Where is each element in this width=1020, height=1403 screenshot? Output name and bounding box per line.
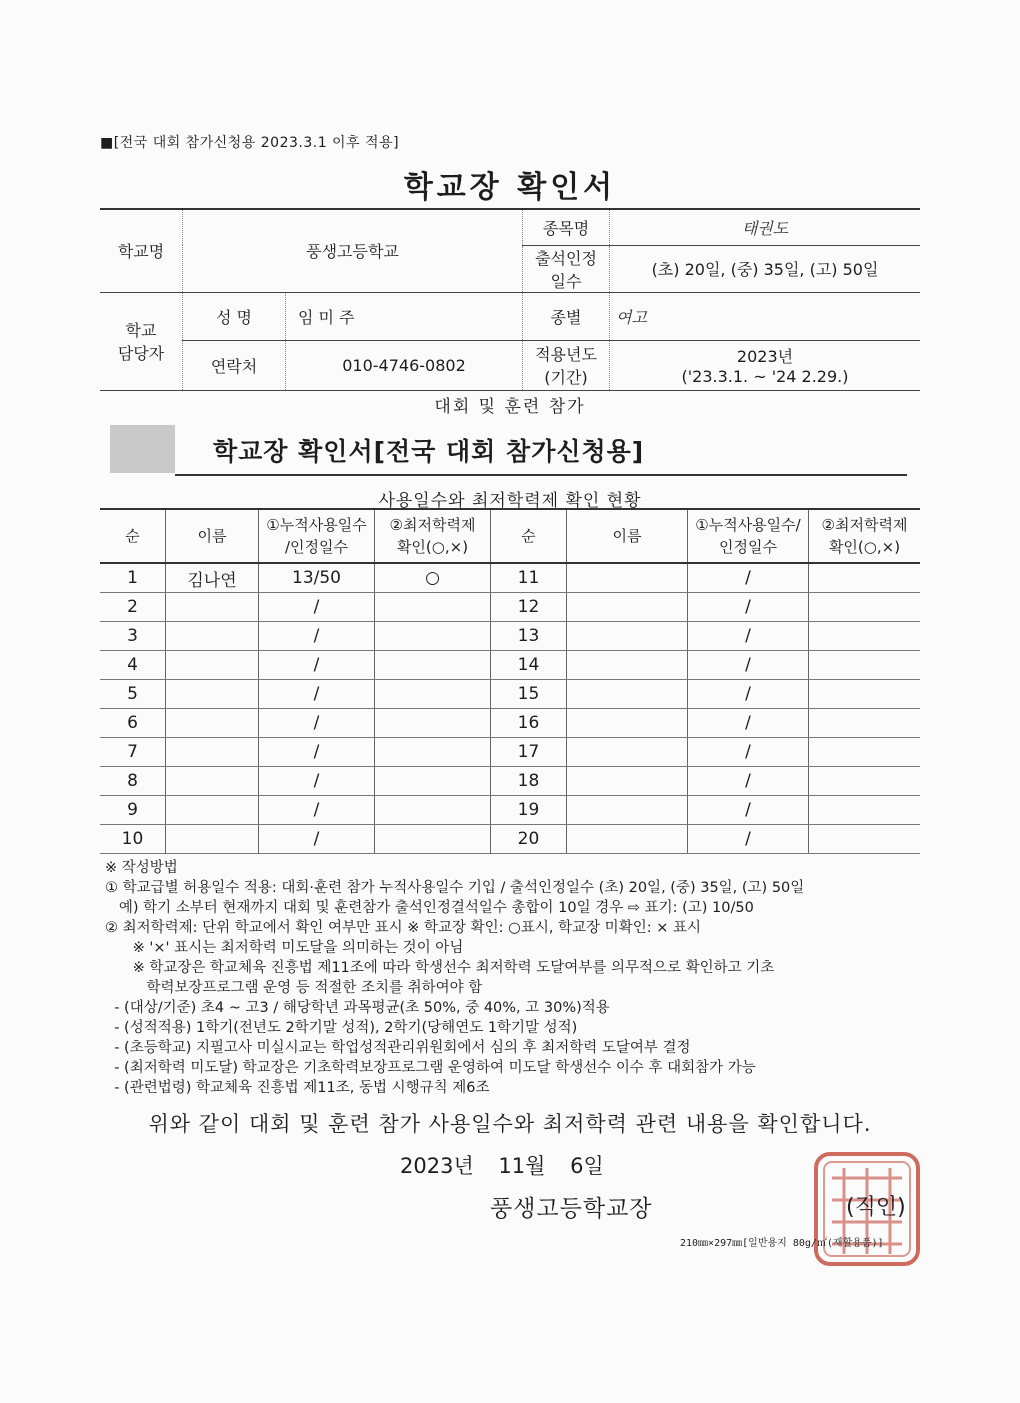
- row-days-right: /: [688, 825, 809, 854]
- row-days-left: /: [259, 825, 375, 854]
- row-days-right: /: [688, 738, 809, 767]
- row-name-left: [166, 709, 259, 738]
- row-acad-right: [809, 651, 921, 680]
- row-name-right: [567, 767, 688, 796]
- instruction-line: - (대상/기준) 초4 ~ 고3 / 해당학년 과목평균(초 50%, 중 40%, 고 30%)적용: [105, 1000, 610, 1016]
- row-acad-left: [375, 622, 491, 651]
- row-seq-left: 3: [100, 622, 166, 651]
- row-seq-right: 17: [491, 738, 567, 767]
- header-acad-right: ②최저학력제 확인(○,×): [809, 509, 921, 563]
- instruction-line: ※ 학교장은 학교체육 진흥법 제11조에 따라 학생선수 최저학력 도달여부를 의무적으로 확인하고 기초: [105, 960, 775, 976]
- row-days-right: /: [688, 651, 809, 680]
- instruction-line: 학력보장프로그램 운영 등 적절한 조치를 취하여야 함: [105, 980, 483, 996]
- row-seq-right: 20: [491, 825, 567, 854]
- table-row: [100, 651, 920, 680]
- manager-label: 학교 담당자: [100, 292, 183, 390]
- row-days-right: /: [688, 593, 809, 622]
- subtitle-status: 사용일수와 최저학력제 확인 현황: [378, 491, 642, 511]
- row-days-left: /: [259, 593, 375, 622]
- header-days-left: ①누적사용일수 /인정일수: [259, 509, 375, 563]
- table-row: [100, 738, 920, 767]
- row-acad-right: [809, 563, 921, 593]
- table-row: [100, 622, 920, 651]
- row-name-left: [166, 680, 259, 709]
- sport-label: 종목명: [523, 209, 610, 245]
- row-name-left: [166, 622, 259, 651]
- row-days-left: /: [259, 709, 375, 738]
- instruction-line: - (최저학력 미도달) 학교장은 기초학력보장프로그램 운영하여 미도달 학생선수 이수 후 대회참가 가능: [105, 1060, 756, 1076]
- row-acad-right: [809, 593, 921, 622]
- table-row: [100, 593, 920, 622]
- instruction-line: - (초등학교) 지필고사 미실시교는 학업성적관리위원회에서 심의 후 최저학력 도달여부 결정: [105, 1040, 691, 1056]
- header-seq-left: 순: [100, 509, 166, 563]
- instruction-line: - (관련법령) 학교체육 진흥법 제11조, 동법 시행규칙 제6조: [105, 1080, 490, 1096]
- row-days-left: /: [259, 738, 375, 767]
- row-name-right: [567, 680, 688, 709]
- row-seq-right: 12: [491, 593, 567, 622]
- instructions: [105, 858, 920, 1098]
- row-acad-left: [375, 796, 491, 825]
- status-table: [100, 508, 920, 854]
- row-acad-right: [809, 825, 921, 854]
- row-days-right: /: [688, 767, 809, 796]
- row-acad-left: [375, 738, 491, 767]
- row-seq-left: 5: [100, 680, 166, 709]
- row-acad-left: [375, 767, 491, 796]
- row-name-right: [567, 825, 688, 854]
- row-acad-right: [809, 709, 921, 738]
- header-seq-right: 순: [491, 509, 567, 563]
- header-days-right: ①누적사용일수/ 인정일수: [688, 509, 809, 563]
- contact-label: 연락처: [183, 340, 286, 390]
- row-seq-left: 10: [100, 825, 166, 854]
- table-row: [100, 767, 920, 796]
- row-seq-right: 19: [491, 796, 567, 825]
- issue-date: 2023년 11월 6일: [400, 1154, 604, 1178]
- category-label: 종별: [523, 292, 610, 340]
- section-title: 학교장 확인서[전국 대회 참가신청용]: [213, 437, 645, 466]
- row-seq-left: 7: [100, 738, 166, 767]
- row-seq-right: 16: [491, 709, 567, 738]
- row-acad-right: [809, 680, 921, 709]
- row-seq-right: 13: [491, 622, 567, 651]
- instruction-line: ① 학교급별 허용일수 적용: 대회·훈련 참가 누적사용일수 기입 / 출석인정일수 (초) 20일, (중) 35일, (고) 50일: [105, 880, 805, 896]
- row-name-right: [567, 563, 688, 593]
- table-row: [100, 709, 920, 738]
- row-days-left: /: [259, 680, 375, 709]
- row-seq-right: 14: [491, 651, 567, 680]
- row-name-left: [166, 593, 259, 622]
- section-underline: [175, 474, 907, 476]
- row-name-right: [567, 738, 688, 767]
- row-acad-left: [375, 825, 491, 854]
- header-acad-left: ②최저학력제 확인(○,×): [375, 509, 491, 563]
- row-seq-left: 8: [100, 767, 166, 796]
- row-days-right: /: [688, 563, 809, 593]
- header-name-right: 이름: [567, 509, 688, 563]
- row-name-right: [567, 622, 688, 651]
- subtitle-participation: 대회 및 훈련 참가: [434, 397, 586, 417]
- row-days-right: /: [688, 796, 809, 825]
- contact-value: 010-4746-0802: [286, 340, 523, 390]
- row-name-left: [166, 825, 259, 854]
- row-name-right: [567, 651, 688, 680]
- seal-label: (직인): [846, 1195, 906, 1220]
- row-acad-right: [809, 796, 921, 825]
- row-acad-right: [809, 738, 921, 767]
- instruction-line: ※ 작성방법: [105, 860, 178, 876]
- year-label: 적용년도 (기간): [523, 340, 610, 390]
- row-days-left: /: [259, 767, 375, 796]
- row-name-left: [166, 738, 259, 767]
- row-seq-right: 18: [491, 767, 567, 796]
- name-label: 성 명: [183, 292, 286, 340]
- row-acad-left: [375, 593, 491, 622]
- instruction-line: 예) 학기 소부터 현재까지 대회 및 훈련참가 출석인정결석일수 총합이 10일 경우 ⇨ 표기: (고) 10/50: [105, 900, 754, 916]
- row-seq-right: 11: [491, 563, 567, 593]
- year-value: 2023년 ('23.3.1. ~ '24 2.29.): [610, 340, 921, 390]
- section-marker: [110, 425, 175, 473]
- row-name-right: [567, 796, 688, 825]
- row-days-left: /: [259, 796, 375, 825]
- row-name-left: [166, 767, 259, 796]
- row-name-left: 김나연: [166, 563, 259, 593]
- row-acad-left: [375, 680, 491, 709]
- row-seq-left: 4: [100, 651, 166, 680]
- row-seq-right: 15: [491, 680, 567, 709]
- header-name-left: 이름: [166, 509, 259, 563]
- row-days-right: /: [688, 680, 809, 709]
- table-row: [100, 796, 920, 825]
- row-days-left: /: [259, 622, 375, 651]
- row-days-left: 13/50: [259, 563, 375, 593]
- category-value: 여고: [610, 292, 921, 340]
- paper-spec: 210㎜×297㎜[일반용지 80g/㎡(재활용품)]: [680, 1238, 884, 1249]
- row-name-right: [567, 709, 688, 738]
- instruction-line: ※ '×' 표시는 최저학력 미도달을 의미하는 것이 아님: [105, 940, 464, 956]
- row-acad-right: [809, 622, 921, 651]
- row-days-right: /: [688, 622, 809, 651]
- header-note: ■[전국 대회 참가신청용 2023.3.1 이후 적용]: [100, 135, 400, 151]
- signer-name: 풍생고등학교장: [490, 1196, 653, 1222]
- table-row: [100, 825, 920, 854]
- row-seq-left: 9: [100, 796, 166, 825]
- attendance-value: (초) 20일, (중) 35일, (고) 50일: [610, 245, 921, 292]
- row-seq-left: 1: [100, 563, 166, 593]
- row-name-left: [166, 796, 259, 825]
- sport-value: 태권도: [610, 209, 921, 245]
- row-acad-right: [809, 767, 921, 796]
- table-header-row: [100, 509, 920, 563]
- row-days-left: /: [259, 651, 375, 680]
- row-name-right: [567, 593, 688, 622]
- school-label: 학교명: [100, 209, 183, 292]
- instruction-line: ② 최저학력제: 단위 학교에서 확인 여부만 표시 ※ 학교장 확인: ○표시, 학교장 미확인: × 표시: [105, 920, 701, 936]
- row-acad-left: ○: [375, 563, 491, 593]
- confirmation-text: 위와 같이 대회 및 훈련 참가 사용일수와 최저학력 관련 내용을 확인합니다.: [148, 1112, 872, 1136]
- row-days-right: /: [688, 709, 809, 738]
- attendance-label: 출석인정 일수: [523, 245, 610, 292]
- name-value: 임 미 주: [286, 292, 523, 340]
- info-table: [100, 208, 920, 391]
- table-row: [100, 680, 920, 709]
- row-acad-left: [375, 709, 491, 738]
- school-name: 풍생고등학교: [183, 209, 523, 292]
- row-seq-left: 6: [100, 709, 166, 738]
- table-row: [100, 563, 920, 593]
- instruction-line: - (성적적용) 1학기(전년도 2학기말 성적), 2학기(당해연도 1학기말 성적): [105, 1020, 578, 1036]
- document-title: 학교장 확인서: [403, 170, 617, 205]
- row-name-left: [166, 651, 259, 680]
- row-acad-left: [375, 651, 491, 680]
- row-seq-left: 2: [100, 593, 166, 622]
